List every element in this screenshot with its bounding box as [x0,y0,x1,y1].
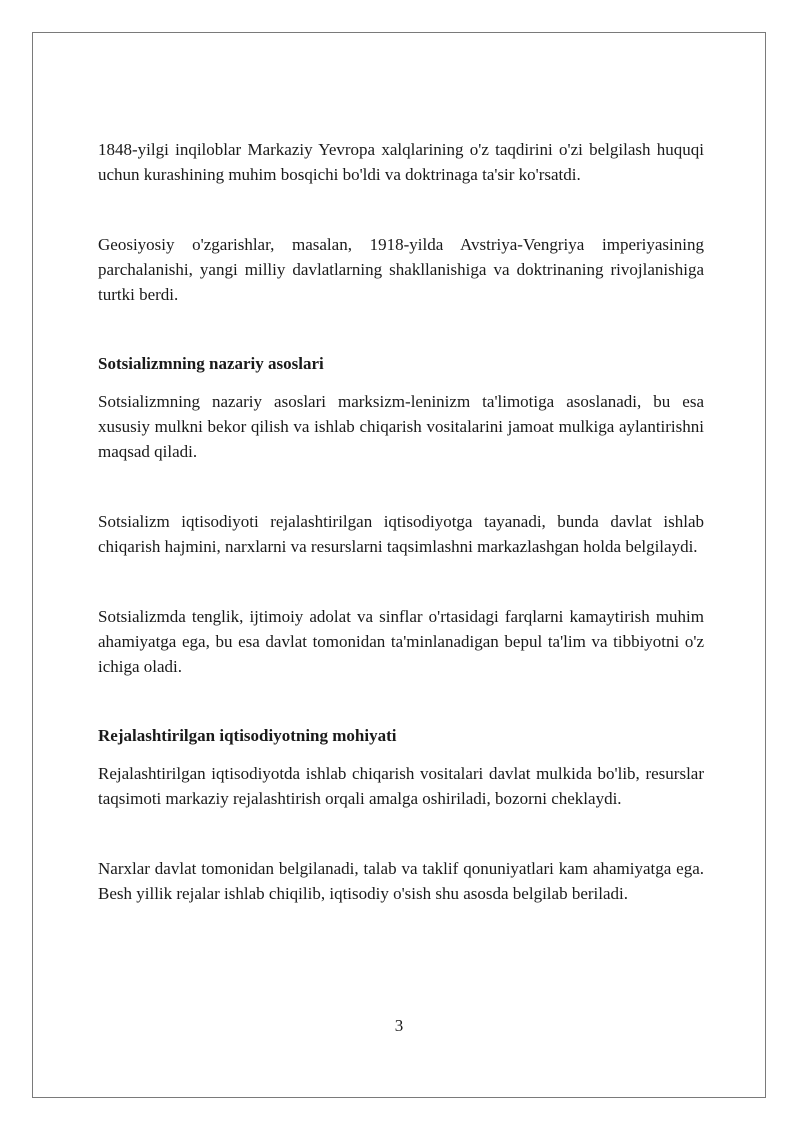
document-page [32,32,766,1098]
paragraph-geopolitical-changes: Geosiyosiy o'zgarishlar, masalan, 1918-yilda Avstriya-Vengriya imperiyasining parchalanishi, yangi milliy davlatlarning shakllanishiga va doktrinaning rivojlanishiga turtki berdi. [98,235,704,304]
paragraph-spacer [98,464,704,509]
paragraph-prices-five-year-plans: Narxlar davlat tomonidan belgilanadi, talab va taklif qonuniyatlari kam ahamiyatga ega. Besh yillik rejalar ishlab chiqilib, iqtisodiy o'sish shu asosda belgilab beriladi. [98,859,704,903]
paragraph-spacer [98,187,704,232]
paragraph-equality-social-justice: Sotsializmda tenglik, ijtimoiy adolat va sinflar o'rtasidagi farqlarni kamaytirish muhim ahamiyatga ega, bu esa davlat tomonidan ta'minlanadigan bepul ta'lim va tibbiyotni o'z ichiga oladi. [98,607,704,676]
page-number: 3 [394,1016,404,1035]
paragraph-1848-revolutions: 1848-yilgi inqiloblar Markaziy Yevropa xalqlarining o'z taqdirini o'zi belgilash huquqi uchun kurashining muhim bosqichi bo'ldi va doktrinaga ta'sir ko'rsatdi. [98,140,704,184]
paragraph-spacer [98,559,704,604]
section-heading-planned-economy: Rejalashtirilgan iqtisodiyotning mohiyati [98,726,397,745]
heading-spacer [98,376,704,389]
paragraph-planned-economy-reliance: Sotsializm iqtisodiyoti rejalashtirilgan iqtisodiyotga tayanadi, bunda davlat ishlab chiqarish hajmini, narxlarni va resurslarni taqsimlashni markazlashgan holda belgilaydi. [98,512,704,556]
page-content [98,137,704,906]
paragraph-theoretical-foundations: Sotsializmning nazariy asoslari marksizm-leninizm ta'limotiga asoslanadi, bu esa xususiy mulkni bekor qilish va ishlab chiqarish vositalarini jamoat mulkiga aylantirishni maqsad qiladi. [98,392,704,461]
paragraph-spacer [98,811,704,856]
section-spacer [98,307,704,351]
paragraph-means-of-production: Rejalashtirilgan iqtisodiyotda ishlab chiqarish vositalari davlat mulkida bo'lib, resurslar taqsimoti markaziy rejalashtirish orqali amalga oshiriladi, bozorni cheklaydi. [98,764,704,808]
section-heading-socialism-theory: Sotsializmning nazariy asoslari [98,354,324,373]
section-spacer [98,679,704,723]
heading-spacer [98,748,704,761]
